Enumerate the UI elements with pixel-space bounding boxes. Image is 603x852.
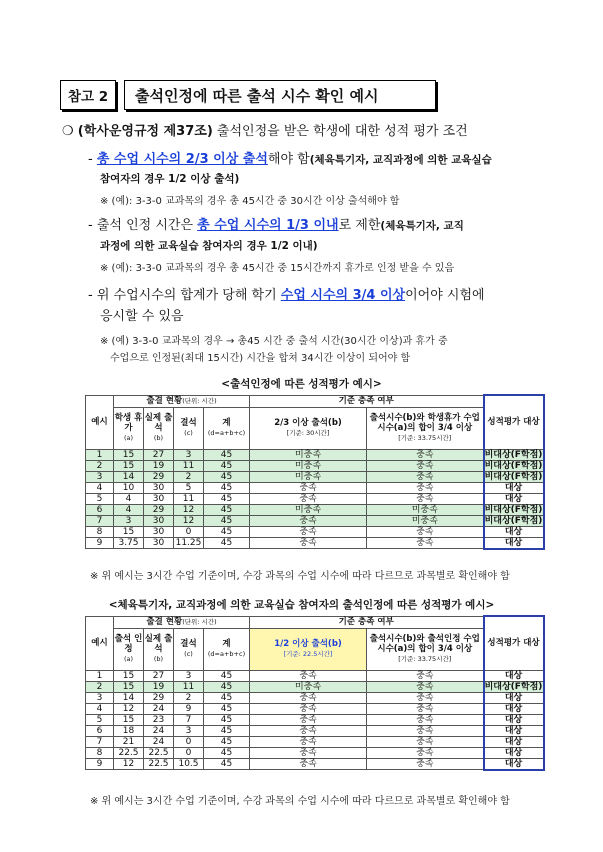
col-d-cell: 45 (204, 714, 250, 725)
table-row (86, 515, 544, 526)
header-col-a: 학생 휴가 (a) (114, 407, 144, 449)
col-a-cell: 15 (114, 681, 144, 692)
result-cell: 비대상(F학점) (484, 515, 543, 526)
criterion-2-cell: 미충족 (367, 515, 484, 526)
col-b-cell: 24 (144, 736, 174, 747)
col-a-cell: 21 (114, 736, 144, 747)
criterion-1-cell: 미충족 (250, 460, 367, 471)
col-d-cell: 45 (204, 681, 250, 692)
table2-caption: <체육특기자, 교직과정에 의한 교육실습 참여자의 출석인정에 따른 성적평가 예시> (108, 599, 495, 611)
criterion-2-cell: 충족 (367, 449, 484, 460)
result-cell: 대상 (484, 758, 544, 770)
result-cell: 대상 (484, 526, 544, 537)
table-row (86, 449, 544, 460)
col-b-cell: 19 (144, 460, 174, 471)
col-a-cell: 15 (114, 714, 144, 725)
criterion-2-cell: 충족 (367, 714, 484, 725)
example-cell: 5 (86, 493, 114, 504)
col-c-cell: 10.5 (174, 758, 204, 770)
example-cell: 4 (86, 703, 114, 714)
col-a-cell: 4 (114, 504, 144, 515)
table-row (86, 526, 544, 537)
col-c-cell: 12 (174, 504, 204, 515)
table-row (86, 703, 544, 714)
dash-bullet: - (88, 288, 93, 303)
col-d-cell: 45 (204, 670, 250, 681)
col-a-cell: 14 (114, 471, 144, 482)
example-cell: 1 (86, 449, 114, 460)
table1-caption: <출석인정에 따른 성적평가 예시> (221, 378, 382, 390)
header-status: 출결 현황(단위: 시간) (114, 616, 250, 628)
col-d-cell: 45 (204, 725, 250, 736)
example-cell: 7 (86, 515, 114, 526)
result-cell: 비대상(F학점) (484, 449, 543, 460)
col-d-cell: 45 (204, 758, 250, 770)
example-cell: 4 (86, 482, 114, 493)
col-c-cell: 3 (174, 725, 204, 736)
item1-highlight: 총 수업 시수의 2/3 이상 출석 (96, 152, 268, 167)
result-cell: 대상 (484, 714, 544, 725)
dash-bullet: - (88, 218, 93, 233)
criterion-2-cell: 미충족 (367, 504, 484, 515)
table-row (86, 681, 544, 692)
result-cell: 대상 (484, 692, 544, 703)
col-a-cell: 15 (114, 460, 144, 471)
table-row (86, 471, 544, 482)
reference-label: 참고 2 (60, 80, 116, 110)
criterion-1-cell: 충족 (250, 725, 367, 736)
result-cell: 대상 (484, 725, 544, 736)
item1-line1 (88, 152, 492, 168)
result-cell: 대상 (484, 670, 544, 681)
col-d-cell: 45 (204, 526, 250, 537)
criterion-2-cell: 충족 (367, 681, 484, 692)
col-b-cell: 22.5 (144, 758, 174, 770)
col-c-cell: 2 (174, 471, 204, 482)
header-example: 예시 (86, 395, 114, 449)
col-b-cell: 30 (144, 482, 174, 493)
criterion-2-cell: 충족 (367, 482, 484, 493)
header-criterion-2: 출석시수(b)와 출석인정 수업시수(a)의 합이 3/4 이상 [기준: 33.75시간] (367, 628, 484, 670)
col-d-cell: 45 (204, 449, 250, 460)
criterion-2-cell: 충족 (367, 526, 484, 537)
criterion-1-cell: 충족 (250, 747, 367, 758)
criterion-1-cell: 충족 (250, 703, 367, 714)
item1-line2: 참여자의 경우 1/2 이상 출석) (100, 173, 240, 185)
col-c-cell: 12 (174, 515, 204, 526)
result-cell: 대상 (484, 482, 544, 493)
example-cell: 5 (86, 714, 114, 725)
col-d-cell: 45 (204, 736, 250, 747)
header-criterion-1: 2/3 이상 출석(b) [기준: 30시간] (250, 407, 367, 449)
col-b-cell: 29 (144, 504, 174, 515)
table-row (86, 460, 544, 471)
col-b-cell: 19 (144, 681, 174, 692)
item3-note1: ※ (예) 3-3-0 교과목의 경우 → 총45 시간 중 출석 시간(30시간 이상)과 휴가 중 (100, 336, 448, 347)
col-d-cell: 45 (204, 482, 250, 493)
header-col-d: 계 (d=a+b+c) (204, 407, 250, 449)
grading-table-2 (85, 615, 545, 771)
result-cell: 대상 (484, 537, 544, 549)
col-c-cell: 11 (174, 681, 204, 692)
table-row (86, 725, 544, 736)
example-cell: 3 (86, 692, 114, 703)
criterion-1-cell: 충족 (250, 758, 367, 770)
header-criteria: 기준 충족 여부 (250, 616, 484, 628)
col-d-cell: 45 (204, 515, 250, 526)
table-row (86, 482, 544, 493)
col-b-cell: 24 (144, 725, 174, 736)
criterion-1-cell: 충족 (250, 670, 367, 681)
table-row (86, 714, 544, 725)
example-cell: 6 (86, 725, 114, 736)
col-c-cell: 0 (174, 736, 204, 747)
col-b-cell: 22.5 (144, 747, 174, 758)
example-cell: 3 (86, 471, 114, 482)
table-row (86, 692, 544, 703)
header-criterion-1: 1/2 이상 출석(b) [기준: 22.5시간] (250, 628, 367, 670)
header-criterion-2: 출석시수(b)와 학생휴가 수업시수(a)의 합이 3/4 이상 [기준: 33.75시간] (367, 407, 484, 449)
item3-line2: 응시할 수 있음 (100, 309, 184, 324)
col-b-cell: 29 (144, 692, 174, 703)
item3-line1 (88, 288, 485, 304)
col-a-cell: 14 (114, 692, 144, 703)
item2-before: 출석 인정 시간은 (96, 218, 198, 233)
header-status: 출결 현황(단위: 시간) (114, 395, 250, 407)
table-row (86, 493, 544, 504)
item2-highlight: 총 수업 시수의 1/3 이내 (197, 218, 339, 233)
col-a-cell: 10 (114, 482, 144, 493)
table2-footnote: ※ 위 예시는 3시간 수업 기준이며, 수강 과목의 수업 시수에 따라 다르므로 과목별로 확인해야 함 (90, 796, 510, 807)
col-a-cell: 12 (114, 758, 144, 770)
dash-bullet: - (88, 152, 93, 167)
example-cell: 2 (86, 460, 114, 471)
col-a-cell: 15 (114, 526, 144, 537)
item3-after: 이어야 시험에 (405, 288, 485, 303)
header-result: 성적평가 대상 (484, 616, 544, 670)
item1-after: 해야 함 (267, 152, 310, 167)
col-a-cell: 4 (114, 493, 144, 504)
criterion-2-cell: 충족 (367, 725, 484, 736)
col-c-cell: 7 (174, 714, 204, 725)
col-a-cell: 15 (114, 670, 144, 681)
item1-small: (체육특기자, 교직과정에 의한 교육실습 (309, 154, 492, 166)
criterion-1-cell: 충족 (250, 537, 367, 549)
header-col-b: 실제 출석 (b) (144, 628, 174, 670)
header-col-a: 출석 인정 (a) (114, 628, 144, 670)
grading-table-1 (85, 394, 545, 550)
criterion-1-cell: 미충족 (250, 681, 367, 692)
col-d-cell: 45 (204, 747, 250, 758)
item3-before: 위 수업시수의 합계가 당해 학기 (96, 288, 281, 303)
header-col-c: 결석 (c) (174, 407, 204, 449)
col-a-cell: 12 (114, 703, 144, 714)
col-c-cell: 9 (174, 703, 204, 714)
col-c-cell: 11.25 (174, 537, 204, 549)
item2-line1 (88, 218, 464, 234)
criterion-2-cell: 충족 (367, 460, 484, 471)
criterion-2-cell: 충족 (367, 736, 484, 747)
item1-note: ※ (예): 3-3-0 교과목의 경우 총 45시간 중 30시간 이상 출석해야 함 (100, 196, 400, 207)
criterion-1-cell: 충족 (250, 714, 367, 725)
col-a-cell: 3.75 (114, 537, 144, 549)
col-c-cell: 11 (174, 460, 204, 471)
header-col-d: 계 (d=a+b+c) (204, 628, 250, 670)
item2-after: 로 제한 (338, 218, 381, 233)
col-b-cell: 27 (144, 670, 174, 681)
header-result: 성적평가 대상 (484, 395, 544, 449)
col-a-cell: 22.5 (114, 747, 144, 758)
criterion-2-cell: 충족 (367, 747, 484, 758)
header-col-b: 실제 출석 (b) (144, 407, 174, 449)
col-b-cell: 30 (144, 515, 174, 526)
col-b-cell: 30 (144, 526, 174, 537)
example-cell: 9 (86, 758, 114, 770)
header-col-c: 결석 (c) (174, 628, 204, 670)
table-row (86, 736, 544, 747)
example-cell: 7 (86, 736, 114, 747)
col-a-cell: 18 (114, 725, 144, 736)
criterion-1-cell: 미충족 (250, 504, 367, 515)
criterion-1-cell: 미충족 (250, 471, 367, 482)
criterion-1-cell: 충족 (250, 493, 367, 504)
col-b-cell: 29 (144, 471, 174, 482)
result-cell: 대상 (484, 747, 544, 758)
criterion-1-cell: 미충족 (250, 449, 367, 460)
criterion-2-cell: 충족 (367, 471, 484, 482)
intro-text: 출석인정을 받은 학생에 대한 성적 평가 조건 (212, 124, 468, 139)
intro-line (62, 124, 468, 140)
item3-note2: 수업으로 인정된(최대 15시간) 시간을 합쳐 34시간 이상이 되어야 함 (110, 353, 411, 364)
table-row (86, 747, 544, 758)
table-row (86, 670, 544, 681)
example-cell: 8 (86, 747, 114, 758)
criterion-2-cell: 충족 (367, 537, 484, 549)
item2-note: ※ (예): 3-3-0 교과목의 경우 총 45시간 중 15시간까지 휴가로 인정 받을 수 있음 (100, 263, 455, 274)
example-cell: 2 (86, 681, 114, 692)
col-a-cell: 15 (114, 449, 144, 460)
criterion-2-cell: 충족 (367, 703, 484, 714)
result-cell: 비대상(F학점) (484, 460, 543, 471)
col-a-cell: 3 (114, 515, 144, 526)
example-cell: 8 (86, 526, 114, 537)
example-cell: 1 (86, 670, 114, 681)
col-b-cell: 30 (144, 493, 174, 504)
criterion-2-cell: 충족 (367, 758, 484, 770)
col-b-cell: 27 (144, 449, 174, 460)
result-cell: 비대상(F학점) (484, 681, 543, 692)
circle-bullet-icon: ❍ (62, 124, 74, 139)
item2-small: (체육특기자, 교직 (380, 220, 464, 232)
col-b-cell: 24 (144, 703, 174, 714)
col-d-cell: 45 (204, 493, 250, 504)
criterion-1-cell: 충족 (250, 736, 367, 747)
criterion-2-cell: 충족 (367, 692, 484, 703)
col-c-cell: 3 (174, 449, 204, 460)
table-row (86, 504, 544, 515)
result-cell: 대상 (484, 493, 544, 504)
result-cell: 비대상(F학점) (484, 471, 543, 482)
criterion-1-cell: 충족 (250, 526, 367, 537)
col-d-cell: 45 (204, 703, 250, 714)
result-cell: 대상 (484, 703, 544, 714)
example-cell: 6 (86, 504, 114, 515)
col-d-cell: 45 (204, 692, 250, 703)
criterion-2-cell: 충족 (367, 493, 484, 504)
item3-highlight: 수업 시수의 3/4 이상 (280, 288, 406, 303)
col-d-cell: 45 (204, 504, 250, 515)
header-criteria: 기준 충족 여부 (250, 395, 484, 407)
criterion-1-cell: 충족 (250, 692, 367, 703)
item2-line2: 과정에 의한 교육실습 참여자의 경우 1/2 이내) (100, 240, 318, 252)
col-d-cell: 45 (204, 537, 250, 549)
result-cell: 비대상(F학점) (484, 504, 543, 515)
section-header (60, 80, 436, 110)
col-c-cell: 5 (174, 482, 204, 493)
col-c-cell: 3 (174, 670, 204, 681)
col-d-cell: 45 (204, 471, 250, 482)
col-b-cell: 23 (144, 714, 174, 725)
col-d-cell: 45 (204, 460, 250, 471)
example-cell: 9 (86, 537, 114, 549)
criterion-1-cell: 충족 (250, 482, 367, 493)
page-title: 출석인정에 따른 출석 시수 확인 예시 (124, 80, 436, 110)
table1-footnote: ※ 위 예시는 3시간 수업 기준이며, 수강 과목의 수업 시수에 따라 다르므로 과목별로 확인해야 함 (90, 571, 510, 582)
col-c-cell: 0 (174, 747, 204, 758)
table-row (86, 537, 544, 549)
criterion-2-cell: 충족 (367, 670, 484, 681)
header-example: 예시 (86, 616, 114, 670)
col-b-cell: 30 (144, 537, 174, 549)
intro-regulation: (학사운영규정 제37조) (77, 124, 213, 139)
col-c-cell: 11 (174, 493, 204, 504)
col-c-cell: 0 (174, 526, 204, 537)
table-row (86, 758, 544, 770)
result-cell: 대상 (484, 736, 544, 747)
criterion-1-cell: 충족 (250, 515, 367, 526)
col-c-cell: 2 (174, 692, 204, 703)
